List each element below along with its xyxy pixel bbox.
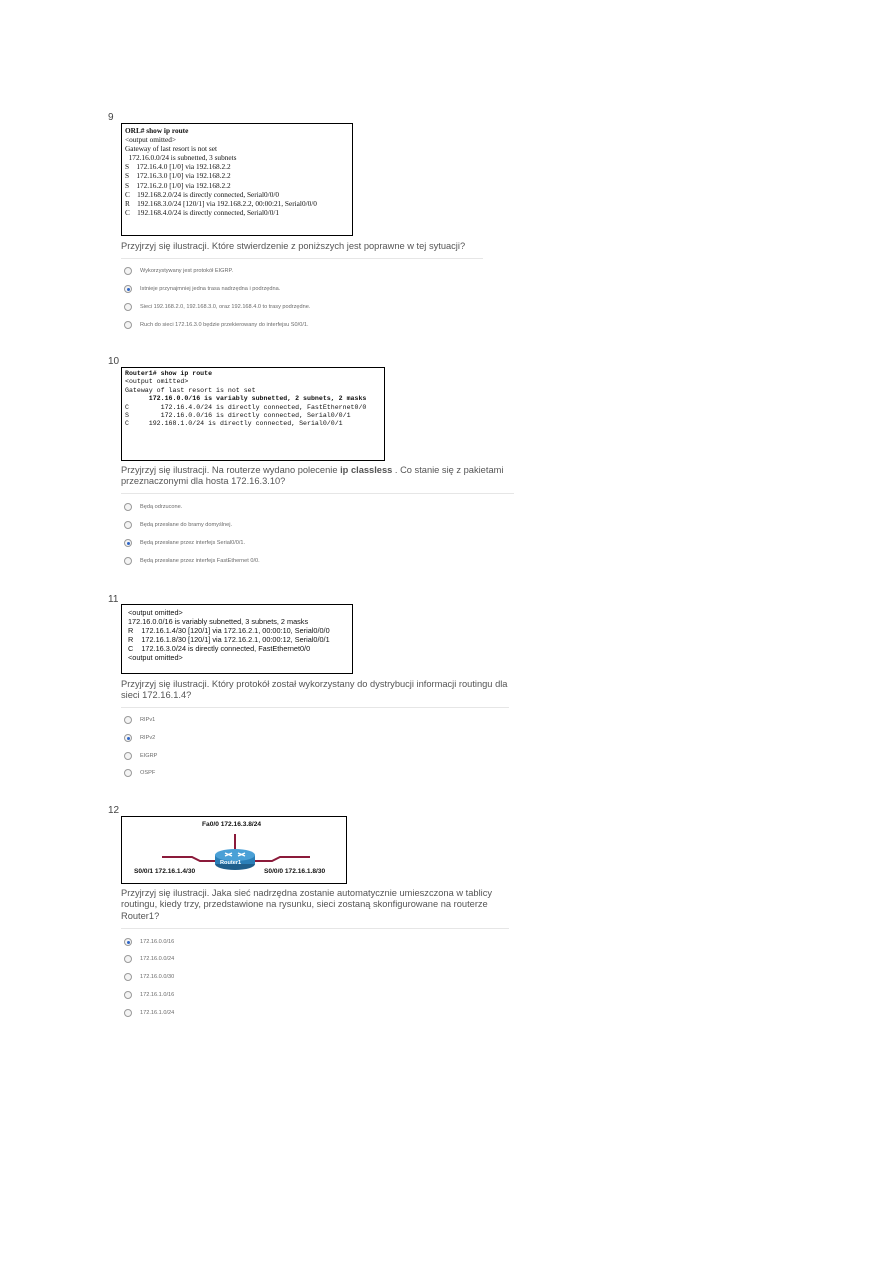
- radio-button[interactable]: [124, 267, 132, 275]
- question-text: Przyjrzyj się ilustracji. Który protokół został wykorzystany do dystrybucji informacji routingu dla sieci 172.16.1.4?: [121, 679, 508, 701]
- answer-label: EIGRP: [140, 753, 158, 759]
- divider: [121, 258, 483, 259]
- divider: [121, 928, 509, 929]
- answer-label: 172.16.0.0/16: [140, 939, 175, 945]
- answer-label: Będą odrzucone.: [140, 504, 183, 510]
- answer-option[interactable]: [124, 937, 174, 947]
- router-label: Router1: [220, 860, 242, 866]
- answer-option[interactable]: [124, 733, 155, 743]
- answer-option[interactable]: [124, 954, 174, 964]
- answer-option[interactable]: [124, 284, 280, 294]
- radio-button[interactable]: [124, 752, 132, 760]
- exhibit-line: R 172.16.1.8/30 [120/1] via 172.16.2.1, 00:00:12, Serial0/0/1: [128, 635, 330, 645]
- answer-label: 172.16.0.0/30: [140, 974, 175, 980]
- exhibit-line: Gateway of last resort is not set: [125, 386, 256, 394]
- exhibit-line: <output omitted>: [125, 135, 176, 145]
- exhibit-line: <output omitted>: [128, 653, 183, 663]
- exhibit-line: C 172.16.4.0/24 is directly connected, FastEthernet0/0: [125, 403, 367, 411]
- s000-label: S0/0/0 172.16.1.8/30: [264, 868, 326, 875]
- answer-option[interactable]: [124, 768, 155, 778]
- answer-label: RIPv2: [140, 735, 156, 741]
- exhibit-line: R 172.16.1.4/30 [120/1] via 172.16.2.1, 00:00:10, Serial0/0/0: [128, 626, 330, 636]
- answer-label: Wykorzystywany jest protokół EIGRP.: [140, 268, 234, 274]
- fa00-label: Fa0/0 172.16.3.8/24: [202, 821, 262, 828]
- question-number: 9: [108, 112, 114, 123]
- exhibit-line: C 172.16.3.0/24 is directly connected, FastEthernet0/0: [128, 644, 311, 654]
- radio-button[interactable]: [124, 973, 132, 981]
- answer-label: Sieci 192.168.2.0, 192.168.3.0, oraz 192.168.4.0 to trasy podrzędne.: [140, 304, 311, 310]
- exhibit-routing-table: [121, 367, 385, 461]
- answer-option[interactable]: [124, 556, 260, 566]
- answer-option[interactable]: [124, 715, 155, 725]
- answer-label: 172.16.1.0/24: [140, 1010, 175, 1016]
- network-diagram: [121, 816, 347, 884]
- answer-label: 172.16.0.0/24: [140, 956, 175, 962]
- radio-button[interactable]: [124, 303, 132, 311]
- exhibit-routing-table: [121, 604, 353, 674]
- exhibit-line: C 192.168.1.0/24 is directly connected, Serial0/0/1: [125, 420, 343, 428]
- answer-label: Będą przesłane do bramy domyślnej.: [140, 522, 233, 528]
- answer-option[interactable]: [124, 520, 232, 530]
- radio-button-selected[interactable]: [124, 285, 132, 293]
- answer-option[interactable]: [124, 266, 233, 276]
- exhibit-line: C 192.168.4.0/24 is directly connected, Serial0/0/1: [125, 207, 280, 217]
- exhibit-line: 172.16.0.0/16 is variably subnetted, 2 subnets, 2 masks: [125, 395, 367, 403]
- answer-label: Ruch do sieci 172.16.3.0 będzie przekierowany do interfejsu S0/0/1.: [140, 322, 309, 328]
- answer-label: RIPv1: [140, 717, 156, 723]
- radio-button[interactable]: [124, 991, 132, 999]
- answer-label: Istnieje przynajmniej jedna trasa nadrzędna i podrzędna.: [140, 286, 281, 292]
- answer-option[interactable]: [124, 320, 309, 330]
- question-text-part: Przyjrzyj się ilustracji. Na routerze wydano polecenie: [121, 465, 338, 475]
- radio-button-selected[interactable]: [124, 938, 132, 946]
- question-text: [121, 465, 521, 488]
- radio-button[interactable]: [124, 1009, 132, 1017]
- exhibit-line: S 172.16.4.0 [1/0] via 192.168.2.2: [125, 162, 231, 172]
- answer-label: 172.16.1.0/16: [140, 992, 175, 998]
- exhibit-line: <output omitted>: [125, 378, 189, 386]
- exhibit-routing-table: [121, 123, 353, 236]
- answer-option[interactable]: [124, 990, 174, 1000]
- exhibit-line: Gateway of last resort is not set: [125, 144, 217, 154]
- radio-button-selected[interactable]: [124, 734, 132, 742]
- exhibit-line: R 192.168.3.0/24 [120/1] via 192.168.2.2, 00:00:21, Serial0/0/0: [125, 198, 317, 208]
- answer-option[interactable]: [124, 751, 157, 761]
- answer-label: Będą przesłane przez interfejs Serial0/0/1.: [140, 540, 246, 546]
- serial-link-left: [162, 857, 218, 861]
- exhibit-line: S 172.16.2.0 [1/0] via 192.168.2.2: [125, 180, 231, 190]
- exhibit-line: 172.16.0.0/16 is variably subnetted, 3 subnets, 2 masks: [128, 617, 309, 627]
- radio-button[interactable]: [124, 716, 132, 724]
- question-number: 11: [108, 594, 119, 605]
- divider: [121, 707, 509, 708]
- radio-button[interactable]: [124, 521, 132, 529]
- exhibit-title: ORL# show ip route: [125, 126, 189, 135]
- answer-option[interactable]: [124, 302, 310, 312]
- radio-button-selected[interactable]: [124, 539, 132, 547]
- exhibit-line: S 172.16.0.0/16 is directly connected, Serial0/0/1: [125, 412, 351, 420]
- answer-option[interactable]: [124, 502, 182, 512]
- answer-label: Będą przesłane przez interfejs FastEthernet 0/0.: [140, 558, 260, 564]
- answer-option[interactable]: [124, 972, 174, 982]
- question-text: Przyjrzyj się ilustracji. Jaka sieć nadrzędna zostanie automatycznie umieszczona w tablicy routingu, kiedy trzy, przedstawione na rysunku, sieci zostaną skonfigurowane na routerze Router1?: [121, 888, 492, 921]
- answer-option[interactable]: [124, 538, 245, 548]
- s001-label: S0/0/1 172.16.1.4/30: [134, 868, 196, 875]
- question-text-part: . Co stanie się z pakietami przeznaczonymi dla hosta 172.16.3.10?: [121, 465, 504, 487]
- radio-button[interactable]: [124, 557, 132, 565]
- question-number: 12: [108, 805, 120, 816]
- exhibit-title: Router1# show ip route: [125, 370, 213, 377]
- radio-button[interactable]: [124, 503, 132, 511]
- serial-link-right: [252, 857, 310, 861]
- exhibit-line: S 172.16.3.0 [1/0] via 192.168.2.2: [125, 171, 231, 181]
- radio-button[interactable]: [124, 321, 132, 329]
- question-number: 10: [108, 356, 120, 367]
- radio-button[interactable]: [124, 769, 132, 777]
- answer-label: OSPF: [140, 770, 156, 776]
- answer-option[interactable]: [124, 1008, 174, 1018]
- exhibit-line: 172.16.0.0/24 is subnetted, 3 subnets: [125, 153, 237, 163]
- exhibit-line: <output omitted>: [128, 608, 183, 617]
- command-text: ip classless: [340, 465, 393, 475]
- divider: [121, 493, 514, 494]
- exhibit-line: C 192.168.2.0/24 is directly connected, Serial0/0/0: [125, 189, 280, 199]
- radio-button[interactable]: [124, 955, 132, 963]
- question-text: Przyjrzyj się ilustracji. Które stwierdzenie z poniższych jest poprawne w tej sytuacji?: [121, 241, 466, 251]
